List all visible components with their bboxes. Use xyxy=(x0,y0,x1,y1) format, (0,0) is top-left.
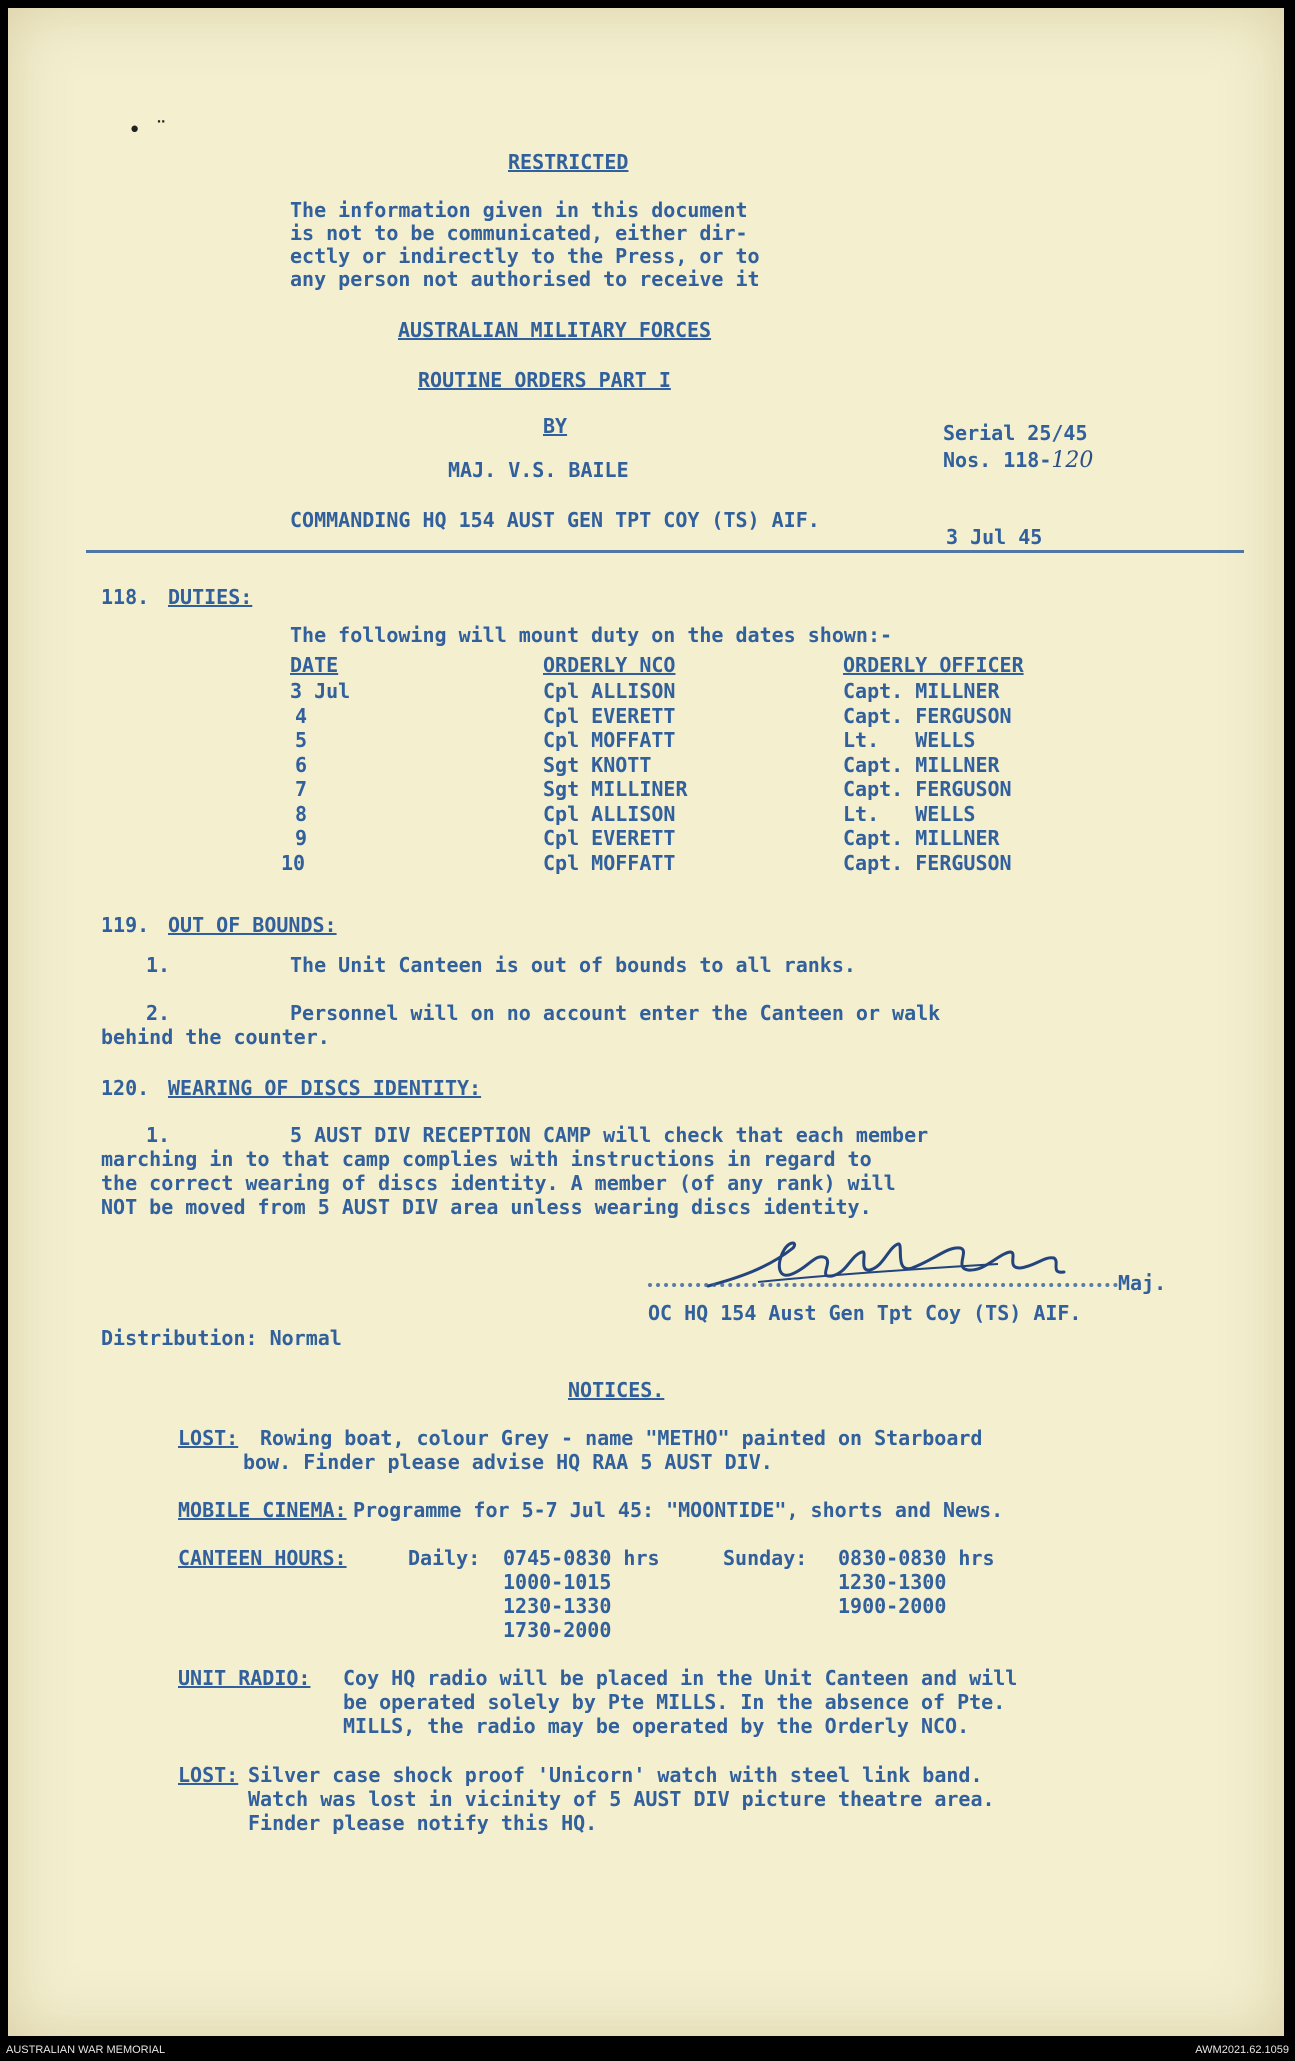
duty-date: 9 xyxy=(295,826,308,850)
sunday-hours-2: 1230-1300 xyxy=(838,1570,947,1594)
bounds-para-1-number: 1. xyxy=(146,953,171,977)
archive-footer xyxy=(0,2040,1295,2061)
cinema-label: MOBILE CINEMA: xyxy=(178,1498,347,1522)
daily-hours-2: 1000-1015 xyxy=(503,1570,612,1594)
duty-date: 3 Jul xyxy=(290,679,351,703)
duty-nco: Cpl EVERETT xyxy=(543,826,676,850)
caveat-line-1: The information given in this document xyxy=(290,198,748,222)
duties-intro: The following will mount duty on the dates shown:- xyxy=(290,623,893,647)
duty-nco: Cpl MOFFATT xyxy=(543,728,676,752)
radio-line-2: be operated solely by Pte MILLS. In the absence of Pte. xyxy=(343,1690,1006,1714)
bounds-para-2-number: 2. xyxy=(146,1001,171,1025)
daily-hours-1: 0745-0830 hrs xyxy=(503,1546,660,1570)
caveat-line-3: ectly or indirectly to the Press, or to xyxy=(290,244,760,268)
document-page xyxy=(8,8,1284,2036)
footer-institution: AUSTRALIAN WAR MEMORIAL xyxy=(6,2044,166,2056)
radio-line-3: MILLS, the radio may be operated by the Orderly NCO. xyxy=(343,1714,970,1738)
footer-accession: AWM2021.62.1059 xyxy=(1195,2044,1289,2056)
lost-boat-line-1: Rowing boat, colour Grey - name "METHO" painted on Starboard xyxy=(260,1426,983,1450)
duty-officer: Capt. MILLNER xyxy=(843,752,1000,777)
officer-name: MAJ. V.S. BAILE xyxy=(448,458,629,482)
duty-date: 7 xyxy=(295,777,308,801)
daily-label: Daily: xyxy=(408,1546,481,1570)
signature-rank: Maj. xyxy=(1118,1271,1167,1295)
duty-officer: Capt. MILLNER xyxy=(843,826,1000,850)
caveat-line-2: is not to be communicated, either dir- xyxy=(290,221,748,245)
col-orderly-nco: ORDERLY NCO xyxy=(543,653,676,677)
cinema-text: Programme for 5-7 Jul 45: "MOONTIDE", shorts and News. xyxy=(353,1498,1004,1522)
duty-officer: Capt. FERGUSON xyxy=(843,703,1012,728)
lost-watch-line-3: Finder please notify this HQ. xyxy=(248,1811,598,1835)
duty-date: 8 xyxy=(295,801,308,826)
bounds-title: OUT OF BOUNDS: xyxy=(168,913,337,937)
discs-title: WEARING OF DISCS IDENTITY: xyxy=(168,1076,482,1100)
sunday-hours-3: 1900-2000 xyxy=(838,1594,947,1618)
canteen-hours-label: CANTEEN HOURS: xyxy=(178,1546,347,1570)
by-heading: BY xyxy=(543,414,568,438)
duty-nco: Sgt KNOTT xyxy=(543,752,652,777)
duty-officer: Lt. WELLS xyxy=(843,801,976,826)
order-numbers: Nos. 118-120 xyxy=(943,448,1094,473)
duties-title: DUTIES: xyxy=(168,585,253,609)
unit-radio-label: UNIT RADIO: xyxy=(178,1666,311,1690)
discs-number: 120. xyxy=(101,1076,150,1100)
lost-watch-line-1: Silver case shock proof 'Unicorn' watch with steel link band. xyxy=(248,1763,983,1787)
sunday-hours-1: 0830-0830 hrs xyxy=(838,1546,995,1570)
duty-officer: Capt. MILLNER xyxy=(843,679,1000,703)
discs-line-4: NOT be moved from 5 AUST DIV area unless wearing discs identity. xyxy=(101,1195,872,1219)
bounds-para-2b: behind the counter. xyxy=(101,1025,330,1049)
discs-line-1: 5 AUST DIV RECEPTION CAMP will check that each member xyxy=(290,1123,929,1147)
lost-boat-label: LOST: xyxy=(178,1426,239,1450)
duty-officer: Capt. FERGUSON xyxy=(843,850,1012,875)
duty-nco: Cpl ALLISON xyxy=(543,679,676,703)
commanding-line: COMMANDING HQ 154 AUST GEN TPT COY (TS) AIF. xyxy=(290,508,820,532)
col-date: DATE xyxy=(290,653,339,677)
radio-line-1: Coy HQ radio will be placed in the Unit Canteen and will xyxy=(343,1666,1018,1690)
lost-watch-label: LOST: xyxy=(178,1763,239,1787)
duty-nco: Sgt MILLINER xyxy=(543,777,688,801)
daily-hours-3: 1230-1330 xyxy=(503,1594,612,1618)
daily-hours-4: 1730-2000 xyxy=(503,1618,612,1642)
orders-heading: ROUTINE ORDERS PART I xyxy=(418,368,671,392)
header-rule xyxy=(86,550,1244,553)
restricted-heading: RESTRICTED xyxy=(508,150,629,174)
duty-nco: Cpl EVERETT xyxy=(543,703,676,728)
col-orderly-officer: ORDERLY OFFICER xyxy=(843,653,1024,677)
signature-unit: OC HQ 154 Aust Gen Tpt Coy (TS) AIF. xyxy=(648,1301,1082,1325)
discs-line-2: marching in to that camp complies with instructions in regard to xyxy=(101,1147,872,1171)
forces-heading: AUSTRALIAN MILITARY FORCES xyxy=(398,318,712,342)
document-date: 3 Jul 45 xyxy=(946,525,1043,549)
bounds-para-1: The Unit Canteen is out of bounds to all ranks. xyxy=(290,953,856,977)
lost-boat-line-2: bow. Finder please advise HQ RAA 5 AUST DIV. xyxy=(243,1450,773,1474)
notices-heading: NOTICES. xyxy=(568,1378,665,1402)
duty-date: 10 xyxy=(281,850,306,875)
distribution-line: Distribution: Normal xyxy=(101,1326,342,1350)
serial-number: Serial 25/45 xyxy=(943,421,1088,445)
caveat-line-4: any person not authorised to receive it xyxy=(290,267,760,291)
duty-officer: Lt. WELLS xyxy=(843,728,976,752)
bounds-para-2a: Personnel will on no account enter the Canteen or walk xyxy=(290,1001,941,1025)
duty-nco: Cpl ALLISON xyxy=(543,801,676,826)
bounds-number: 119. xyxy=(101,913,150,937)
lost-watch-line-2: Watch was lost in vicinity of 5 AUST DIV picture theatre area. xyxy=(248,1787,995,1811)
signature-dotted-line xyxy=(648,1283,1118,1287)
duty-date: 4 xyxy=(295,703,308,728)
pencil-mark: • ¨ xyxy=(128,118,168,143)
duty-nco: Cpl MOFFATT xyxy=(543,850,676,875)
duty-date: 6 xyxy=(295,752,308,777)
discs-para-number: 1. xyxy=(146,1123,171,1147)
duty-officer: Capt. FERGUSON xyxy=(843,777,1012,801)
sunday-label: Sunday: xyxy=(723,1546,808,1570)
duty-date: 5 xyxy=(295,728,308,752)
discs-line-3: the correct wearing of discs identity. A member (of any rank) will xyxy=(101,1171,896,1195)
handwritten-signature xyxy=(698,1228,1118,1298)
order-numbers-handwritten: 120 xyxy=(1051,448,1094,473)
duties-number: 118. xyxy=(101,585,150,609)
